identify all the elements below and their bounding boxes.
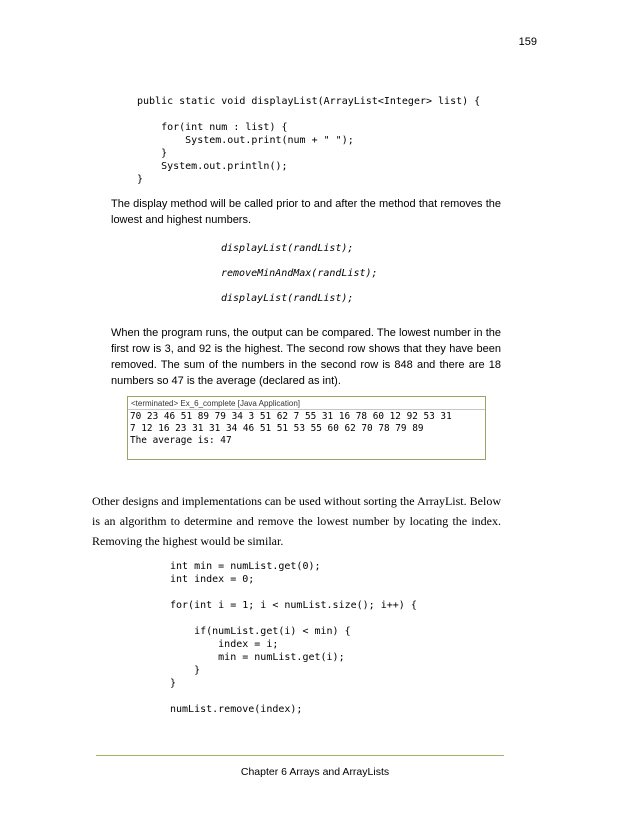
console-line: 70 23 46 51 89 79 34 3 51 62 7 55 31 16 78 60 12 92 53 31 [130, 411, 452, 422]
code-line: numList.remove(index); [170, 704, 303, 715]
console-output-panel [127, 396, 486, 460]
display-list-call-after: displayList(randList); [221, 293, 354, 304]
display-method-paragraph: The display method will be called prior to and after the method that removes the lowest and highest numbers. [111, 198, 501, 226]
console-line: 7 12 16 23 31 31 34 46 51 51 53 55 60 62 70 78 79 89 [130, 423, 424, 434]
code-line: for(int num : list) { [137, 122, 288, 133]
console-body [128, 410, 485, 448]
code-line: } [170, 665, 201, 676]
code-line: } [137, 174, 144, 185]
page-number: 159 [518, 36, 537, 48]
code-line: public static void displayList(ArrayList<Integer> list) { [137, 96, 481, 107]
code-line: } [170, 678, 177, 689]
code-line: if(numList.get(i) < min) { [170, 626, 351, 637]
footer-divider [96, 755, 504, 756]
console-line: The average is: 47 [130, 435, 232, 446]
code-line: } [137, 148, 168, 159]
code-line: System.out.print(num + " "); [137, 135, 354, 146]
algorithm-paragraph: Other designs and implementations can be used without sorting the ArrayList. Below is an algorithm to determine and remove the lowest number by locating the index. Removing the highest would be similar. [92, 494, 501, 548]
remove-min-code [170, 560, 417, 716]
code-line: index = i; [170, 639, 279, 650]
code-line: int min = numList.get(0); [170, 561, 321, 572]
remove-min-max-call: removeMinAndMax(randList); [221, 268, 378, 279]
output-explanation-paragraph: When the program runs, the output can be compared. The lowest number in the first row is 3, and 92 is the highest. The second row shows that they have been removed. The sum of the numbers in the second row is 848 and there are 18 numbers so 47 is the average (declared as int). [111, 327, 501, 387]
display-list-call-before: displayList(randList); [221, 243, 354, 254]
display-list-code [137, 95, 480, 186]
code-line: for(int i = 1; i < numList.size(); i++) { [170, 600, 417, 611]
chapter-footer: Chapter 6 Arrays and ArrayLists [240, 766, 390, 778]
code-line: min = numList.get(i); [170, 652, 345, 663]
console-title: <terminated> Ex_6_complete [Java Application] [128, 397, 485, 410]
code-line: System.out.println(); [137, 161, 288, 172]
code-line: int index = 0; [170, 574, 255, 585]
